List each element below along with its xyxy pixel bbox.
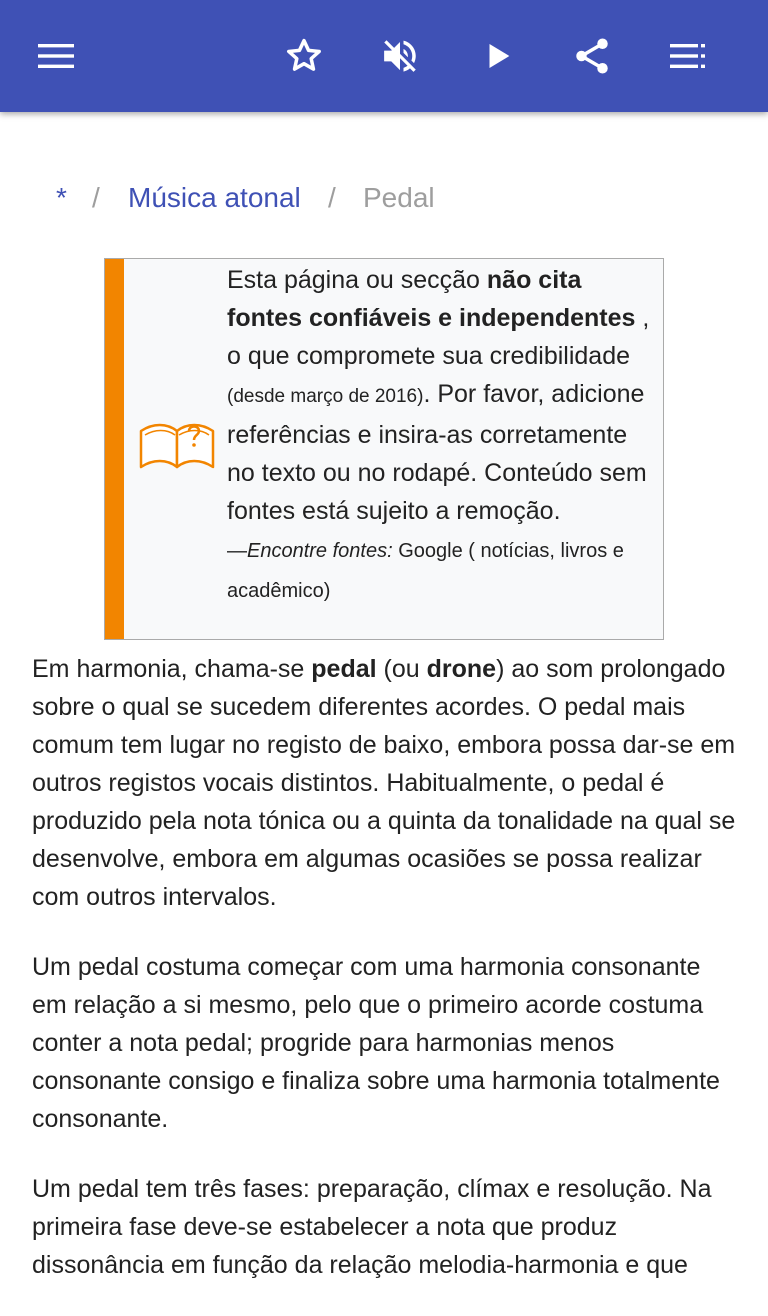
breadcrumb-separator: / — [92, 182, 100, 213]
article-paragraph: Um pedal costuma começar com uma harmonia consonante em relação a si mesmo, pelo que o primeiro acorde costuma conter a nota pedal; progride para harmonias menos consonante consigo e finaliza sobre uma harmonia totalmente consonante. — [32, 953, 720, 1133]
article-text: (ou — [376, 655, 427, 683]
article-body — [32, 650, 742, 1316]
menu-button[interactable] — [24, 24, 88, 88]
app-toolbar — [0, 0, 768, 112]
notice-emphasis: não cita fontes confiáveis e independentes — [227, 266, 636, 332]
list-icon — [668, 41, 708, 71]
share-button[interactable] — [560, 24, 624, 88]
play-button[interactable] — [466, 24, 530, 88]
share-icon — [571, 35, 613, 77]
breadcrumb-separator: / — [328, 182, 336, 213]
breadcrumb-current: Pedal — [363, 182, 435, 213]
article-text: ) ao som prolongado sobre o qual se sucedem diferentes acordes. O pedal mais comum tem lugar no registo de baixo, embora possa dar-se em outros registos vocais distintos. Habitualmente, o pedal é produzido pela nota tónica ou a quinta da tonalidade na qual se desenvolve, embora em algumas ocasiões se possa realizar com outros intervalos. — [32, 655, 736, 911]
citation-needed-notice — [104, 258, 664, 640]
favorite-button[interactable] — [272, 24, 336, 88]
notice-text-part: , o que compromete sua credibilidade — [227, 304, 650, 370]
article-paragraph — [32, 650, 742, 916]
notice-date: (desde março de 2016) — [227, 386, 424, 407]
mute-button[interactable] — [368, 24, 432, 88]
find-sources-label: Encontre fontes: — [247, 540, 393, 562]
notice-text — [227, 261, 657, 610]
find-sources-dash: — — [227, 540, 247, 562]
hamburger-menu-icon — [36, 41, 76, 71]
find-sources-line — [227, 540, 624, 602]
breadcrumb-parent[interactable]: Música atonal — [128, 182, 301, 213]
article-term: drone — [426, 655, 497, 683]
article-text: Em harmonia, chama-se — [32, 655, 312, 683]
find-sources-links[interactable]: Google ( notícias, livros e acadêmico) — [227, 540, 624, 602]
notice-accent-bar — [105, 259, 124, 639]
article-paragraph: Um pedal tem três fases: preparação, clímax e resolução. Na primeira fase deve-se estabelecer a nota que produz dissonância em função da relação melodia-harmonia e que — [32, 1175, 712, 1279]
book-question-icon — [137, 411, 217, 473]
play-icon — [481, 39, 515, 73]
star-icon — [283, 35, 325, 77]
volume-off-icon — [379, 35, 421, 77]
breadcrumb-home[interactable]: * — [56, 182, 67, 213]
notice-text-part: Esta página ou secção — [227, 266, 487, 294]
article-term: pedal — [311, 655, 377, 683]
contents-button[interactable] — [656, 24, 720, 88]
notice-text-part: . Por favor, adicione referências e insira-as corretamente no texto ou no rodapé. Conteúdo sem fontes está sujeito a remoção. — [227, 380, 647, 525]
